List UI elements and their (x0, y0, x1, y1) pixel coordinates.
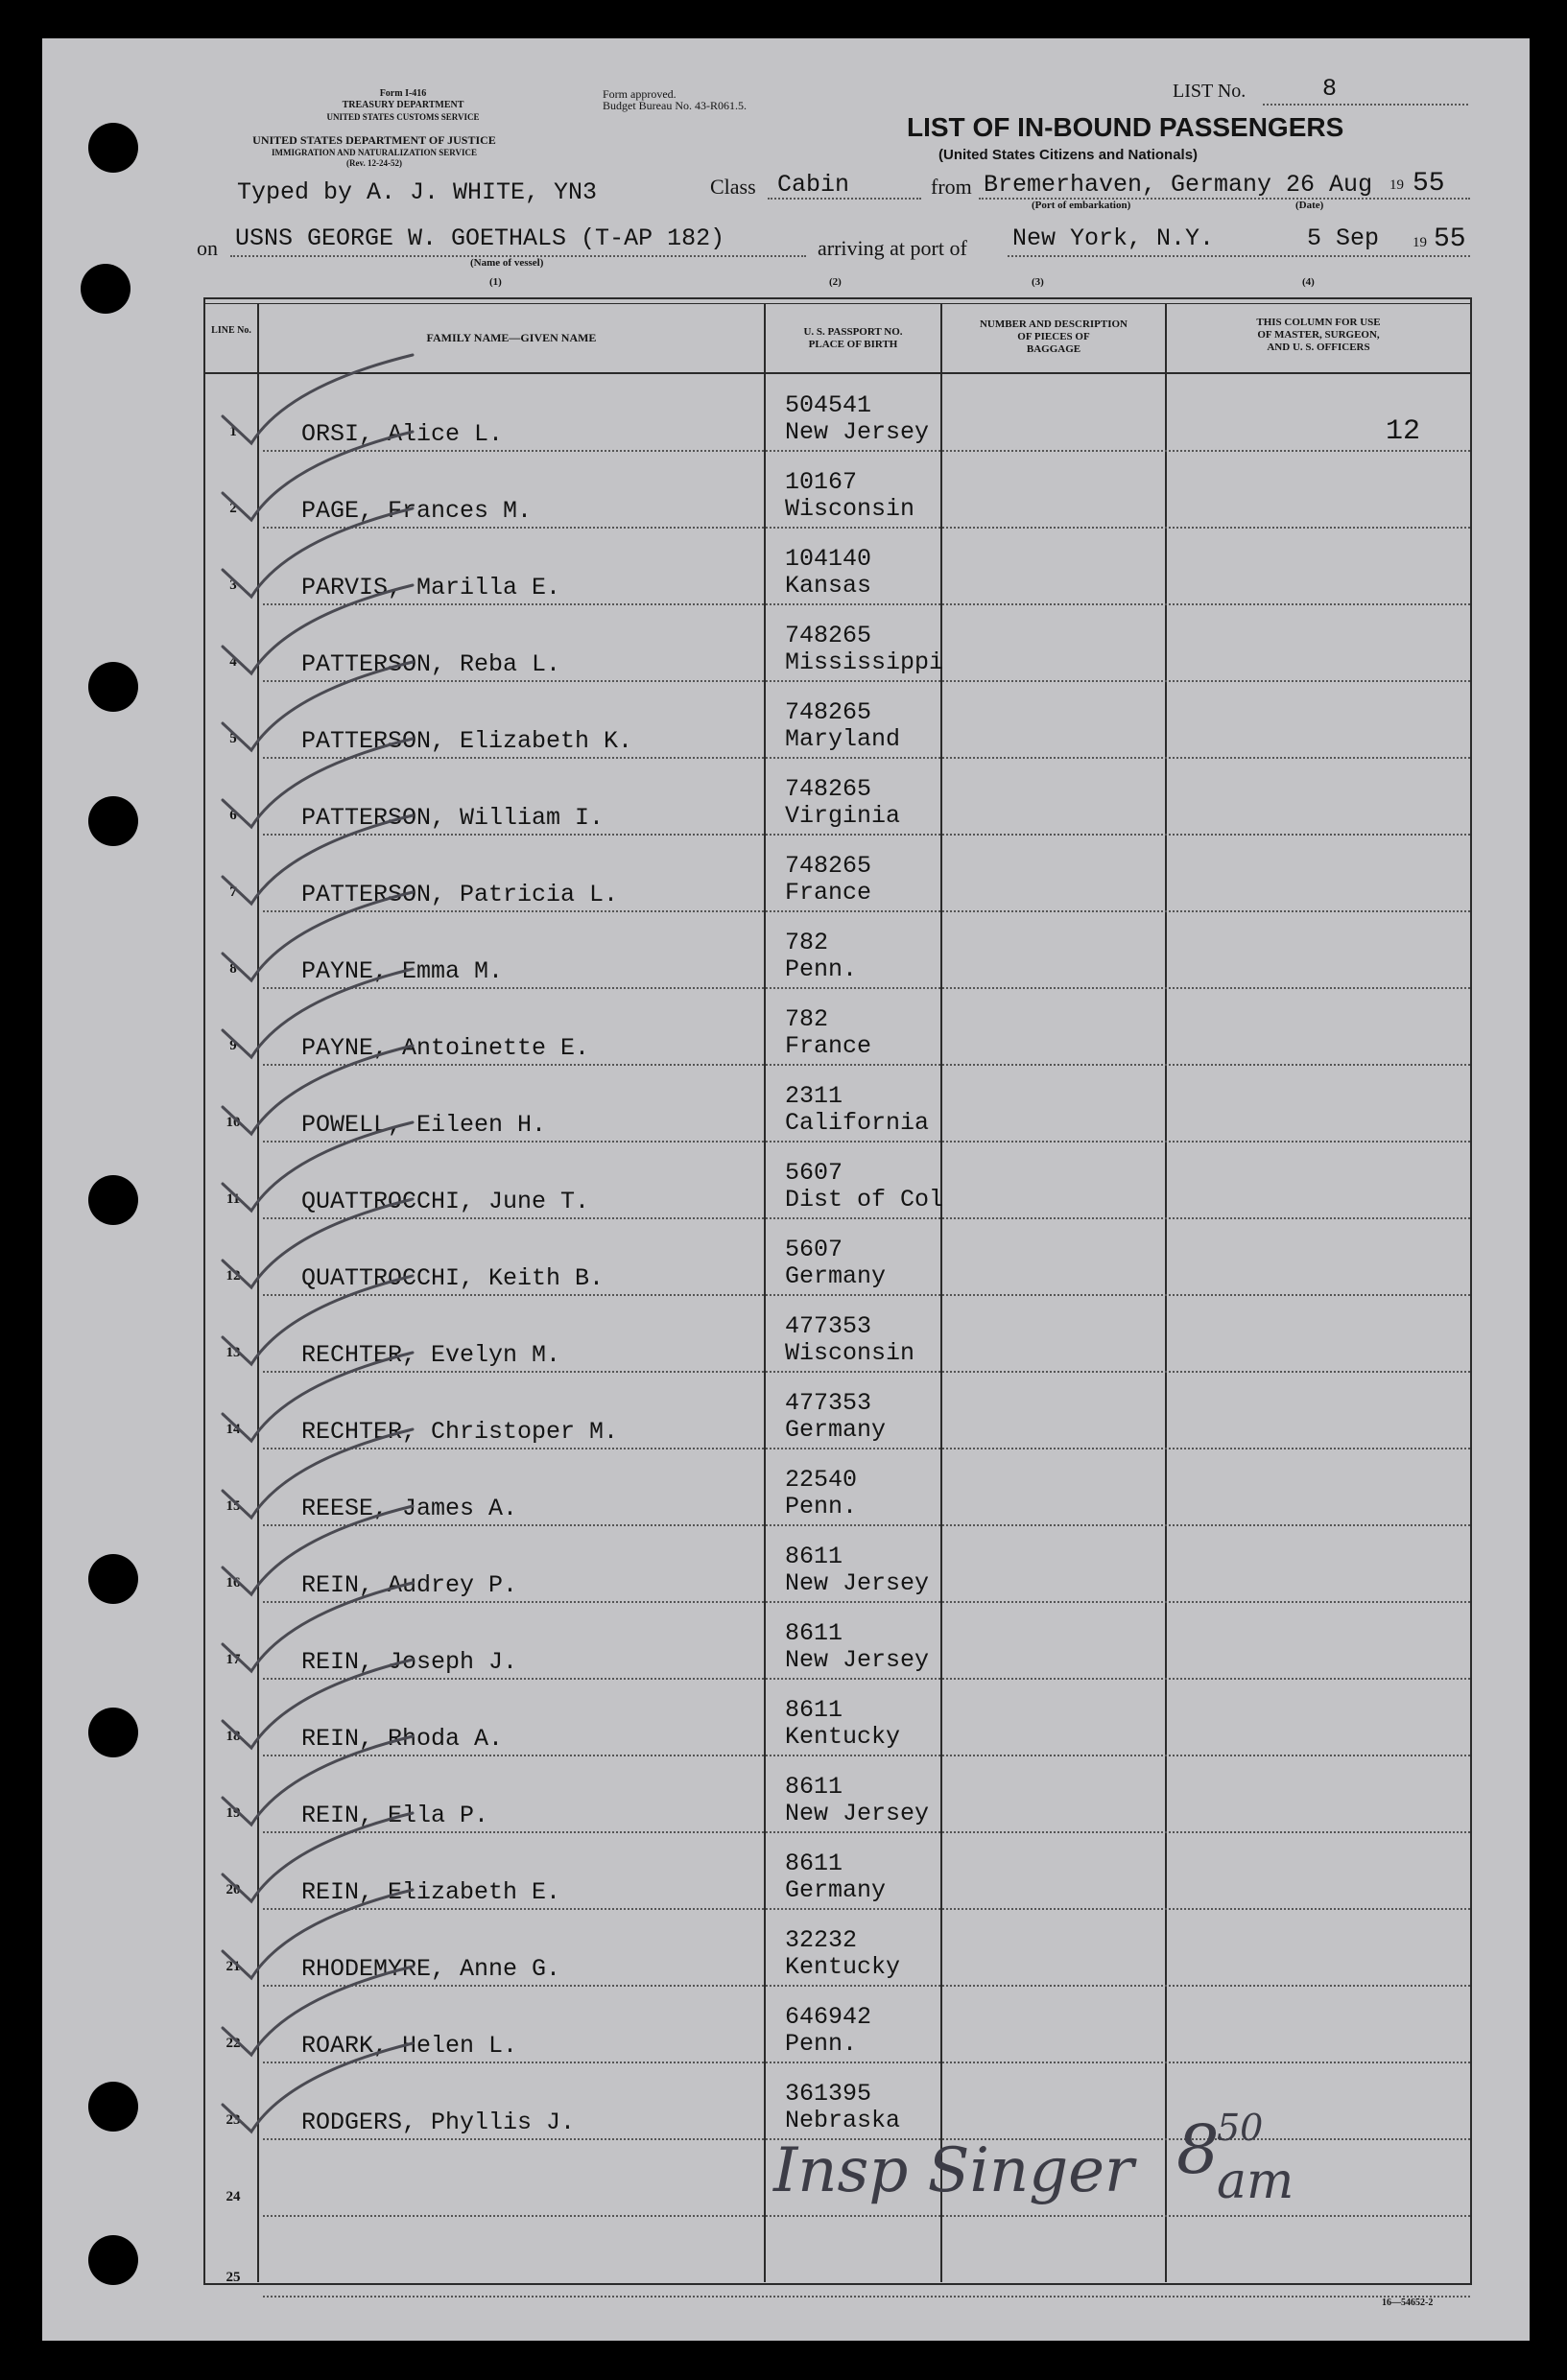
row-rule (263, 2296, 1470, 2298)
place-of-birth: New Jersey (785, 1569, 930, 1597)
line-number: 5 (229, 731, 237, 746)
table-row (213, 1142, 1470, 1219)
place-of-birth: Virginia (785, 802, 901, 830)
place-of-birth: New Jersey (785, 418, 930, 446)
signature-time-ampm: am (1217, 2153, 1294, 2210)
column-index-2: (2) (829, 276, 842, 288)
place-of-birth: Kentucky (785, 1723, 901, 1751)
place-of-birth: Maryland (785, 725, 901, 753)
header-officers-3: AND U. S. OFFICERS (1267, 342, 1370, 353)
punch-hole (88, 1554, 138, 1604)
table-row (213, 451, 1470, 529)
passenger-name: PAYNE, Emma M. (301, 957, 504, 985)
officer-note: 12 (1386, 415, 1421, 448)
signature-time-min: 50 (1217, 2107, 1264, 2149)
table-row (213, 1065, 1470, 1143)
passport-number: 104140 (785, 545, 872, 573)
line-number: 11 (226, 1191, 241, 1207)
passport-number: 748265 (785, 852, 872, 880)
place-of-birth: France (785, 1032, 872, 1060)
passport-number: 646942 (785, 2003, 872, 2031)
table-row (213, 1602, 1470, 1680)
passport-number: 782 (785, 929, 829, 956)
header-name: FAMILY NAME—GIVEN NAME (426, 331, 597, 344)
line-number: 1 (229, 424, 237, 439)
line-number: 23 (226, 2112, 241, 2128)
line-number: 12 (226, 1268, 241, 1284)
passenger-name: RECHTER, Evelyn M. (301, 1341, 561, 1369)
line-number: 22 (226, 2036, 241, 2051)
header-line-no: LINE No. (211, 325, 251, 336)
table-row (213, 2220, 1470, 2298)
line-number: 3 (229, 577, 237, 593)
place-of-birth: Wisconsin (785, 495, 915, 523)
table-row (213, 1986, 1470, 2063)
place-of-birth: Kentucky (785, 1953, 901, 1981)
table-row (213, 988, 1470, 1066)
line-number: 24 (226, 2189, 241, 2204)
passenger-name: PATTERSON, Elizabeth K. (301, 727, 633, 755)
from-year: 55 (1413, 169, 1445, 199)
header-officers-2: OF MASTER, SURGEON, (1257, 329, 1380, 341)
header-baggage-2: OF PIECES OF (1017, 331, 1090, 342)
table-row (213, 2062, 1470, 2140)
table-row (213, 835, 1470, 912)
passport-number: 748265 (785, 775, 872, 803)
line-number: 2 (229, 501, 237, 516)
line-number: 9 (229, 1038, 237, 1053)
header-baggage-3: BAGGAGE (1026, 343, 1081, 355)
arrival-port: New York, N.Y. (1012, 224, 1215, 252)
passport-number: 8611 (785, 1773, 843, 1801)
table-row (213, 1449, 1470, 1526)
passport-number: 8611 (785, 1619, 843, 1647)
inspector-signature: Insp Singer (773, 2135, 1134, 2206)
place-of-birth: Penn. (785, 955, 858, 983)
passport-number: 748265 (785, 622, 872, 649)
port-embark-caption: (Port of embarkation) (1032, 200, 1131, 211)
place-of-birth: Penn. (785, 1493, 858, 1520)
class-line (768, 198, 921, 200)
header-passport-1: U. S. PASSPORT NO. (803, 326, 903, 338)
passenger-name: PATTERSON, Patricia L. (301, 881, 619, 908)
line-number: 21 (226, 1959, 241, 1974)
table-row (213, 604, 1470, 682)
passenger-name: REIN, Elizabeth E. (301, 1878, 561, 1906)
punch-hole (88, 662, 138, 712)
from-year-prefix: 19 (1389, 177, 1404, 193)
place-of-birth: Wisconsin (785, 1339, 915, 1367)
place-of-birth: Germany (785, 1262, 887, 1290)
vessel-name: USNS GEORGE W. GOETHALS (T-AP 182) (235, 224, 725, 252)
passenger-name: QUATTROCCHI, Keith B. (301, 1264, 605, 1292)
passport-number: 477353 (785, 1389, 872, 1417)
passenger-name: REIN, Audrey P. (301, 1571, 518, 1599)
class-label: Class (710, 175, 756, 199)
table-row (213, 1679, 1470, 1756)
header-passport-2: PLACE OF BIRTH (808, 339, 898, 350)
passenger-name: RECHTER, Christoper M. (301, 1418, 619, 1446)
punch-hole (88, 123, 138, 173)
punch-hole (88, 1708, 138, 1757)
manifest-title: LIST OF IN-BOUND PASSENGERS (907, 112, 1344, 142)
passenger-name: REIN, Joseph J. (301, 1648, 518, 1676)
on-label: on (197, 236, 218, 260)
punch-hole (88, 1175, 138, 1225)
passport-number: 361395 (785, 2080, 872, 2108)
arriving-label: arriving at port of (818, 236, 967, 260)
manifest-subtitle: (United States Citizens and Nationals) (938, 147, 1199, 163)
table-row (213, 1372, 1470, 1449)
line-number: 14 (226, 1422, 241, 1437)
column-index-4: (4) (1302, 276, 1315, 288)
line-number: 6 (229, 808, 237, 823)
passport-number: 782 (785, 1005, 829, 1033)
line-number: 7 (229, 884, 237, 900)
place-of-birth: New Jersey (785, 1800, 930, 1827)
place-of-birth: Nebraska (785, 2107, 901, 2134)
header-officers-1: THIS COLUMN FOR USE (1256, 317, 1381, 328)
passport-number: 504541 (785, 391, 872, 419)
table-row (213, 1909, 1470, 1987)
signature-time-hour: 8 (1176, 2110, 1220, 2189)
arrival-year: 55 (1434, 224, 1466, 254)
list-no-line (1263, 104, 1468, 106)
table-row (213, 1218, 1470, 1296)
print-code: 16—54652-2 (1382, 2298, 1434, 2308)
place-of-birth: California (785, 1109, 930, 1137)
dept-treasury: TREASURY DEPARTMENT (342, 100, 464, 110)
table-row (213, 1525, 1470, 1603)
arrival-line (1008, 255, 1470, 257)
passenger-name: REIN, Rhoda A. (301, 1725, 504, 1753)
passenger-name: RHODEMYRE, Anne G. (301, 1955, 561, 1983)
punch-hole (81, 264, 131, 314)
line-number: 8 (229, 961, 237, 977)
passenger-name: ROARK, Helen L. (301, 2032, 518, 2060)
line-number: 16 (226, 1575, 241, 1591)
line-number: 25 (226, 2270, 241, 2285)
passenger-name: PATTERSON, William I. (301, 804, 605, 832)
from-label: from (931, 175, 972, 199)
dept-justice: UNITED STATES DEPARTMENT OF JUSTICE (252, 133, 496, 147)
column-index-1: (1) (489, 276, 502, 288)
passenger-name: ORSI, Alice L. (301, 420, 504, 448)
budget-bureau: Budget Bureau No. 43-R061.5. (603, 99, 747, 112)
passport-number: 32232 (785, 1926, 858, 1954)
place-of-birth: Germany (785, 1876, 887, 1904)
vessel-caption: (Name of vessel) (470, 257, 544, 269)
table-row (213, 374, 1470, 452)
passenger-name: RODGERS, Phyllis J. (301, 2109, 576, 2136)
form-approved: Form approved. (603, 87, 677, 101)
place-of-birth: Germany (785, 1416, 887, 1444)
line-number: 20 (226, 1882, 241, 1897)
table-row (213, 1832, 1470, 1910)
passenger-name: REIN, Ella P. (301, 1802, 489, 1829)
form-revision: (Rev. 12-24-52) (346, 158, 402, 168)
table-row (213, 681, 1470, 759)
passenger-name: POWELL, Eileen H. (301, 1111, 547, 1139)
date-caption: (Date) (1295, 200, 1324, 211)
table-row (213, 1756, 1470, 1833)
passport-number: 22540 (785, 1466, 858, 1494)
passenger-name: PAYNE, Antoinette E. (301, 1034, 590, 1062)
dept-customs: UNITED STATES CUSTOMS SERVICE (326, 112, 480, 122)
line-number: 10 (226, 1115, 241, 1130)
table-row (213, 911, 1470, 989)
column-index-3: (3) (1032, 276, 1044, 288)
place-of-birth: France (785, 879, 872, 907)
dept-ins: IMMIGRATION AND NATURALIZATION SERVICE (272, 148, 477, 157)
place-of-birth: Mississippi (785, 648, 944, 676)
passport-number: 8611 (785, 1543, 843, 1570)
passport-number: 748265 (785, 698, 872, 726)
port-of-embarkation: Bremerhaven, Germany 26 Aug (984, 171, 1373, 199)
line-number: 13 (226, 1345, 241, 1360)
passport-number: 10167 (785, 468, 858, 496)
table-row (213, 528, 1470, 605)
passenger-name: PAGE, Frances M. (301, 497, 533, 525)
line-number: 15 (226, 1498, 241, 1514)
passport-number: 5607 (785, 1159, 843, 1187)
passport-number: 8611 (785, 1850, 843, 1877)
line-number: 17 (226, 1652, 241, 1667)
passenger-name: PARVIS, Marilla E. (301, 574, 561, 601)
form-number: Form I-416 (379, 88, 427, 99)
row-rule (263, 2215, 1470, 2217)
place-of-birth: Kansas (785, 572, 872, 600)
place-of-birth: Dist of Col (785, 1186, 944, 1214)
table-row (213, 758, 1470, 836)
arrival-date: 5 Sep (1307, 224, 1380, 252)
place-of-birth: New Jersey (785, 1646, 930, 1674)
passport-number: 5607 (785, 1236, 843, 1263)
passport-number: 477353 (785, 1312, 872, 1340)
passenger-name: QUATTROCCHI, June T. (301, 1188, 590, 1215)
line-number: 19 (226, 1805, 241, 1821)
punch-hole (88, 796, 138, 846)
punch-hole (88, 2235, 138, 2285)
header-baggage-1: NUMBER AND DESCRIPTION (979, 318, 1128, 330)
punch-hole (88, 2082, 138, 2132)
place-of-birth: Penn. (785, 2030, 858, 2058)
passenger-name: PATTERSON, Reba L. (301, 650, 561, 678)
list-no-value: 8 (1322, 75, 1338, 103)
passport-number: 8611 (785, 1696, 843, 1724)
typed-by: Typed by A. J. WHITE, YN3 (237, 178, 598, 206)
line-number: 18 (226, 1729, 241, 1744)
arrival-year-prefix: 19 (1413, 235, 1427, 250)
list-no-label: LIST No. (1173, 81, 1246, 102)
line-number: 4 (229, 654, 237, 670)
table-row (213, 1295, 1470, 1373)
class-value: Cabin (777, 171, 850, 199)
passenger-name: REESE, James A. (301, 1495, 518, 1522)
passport-number: 2311 (785, 1082, 843, 1110)
